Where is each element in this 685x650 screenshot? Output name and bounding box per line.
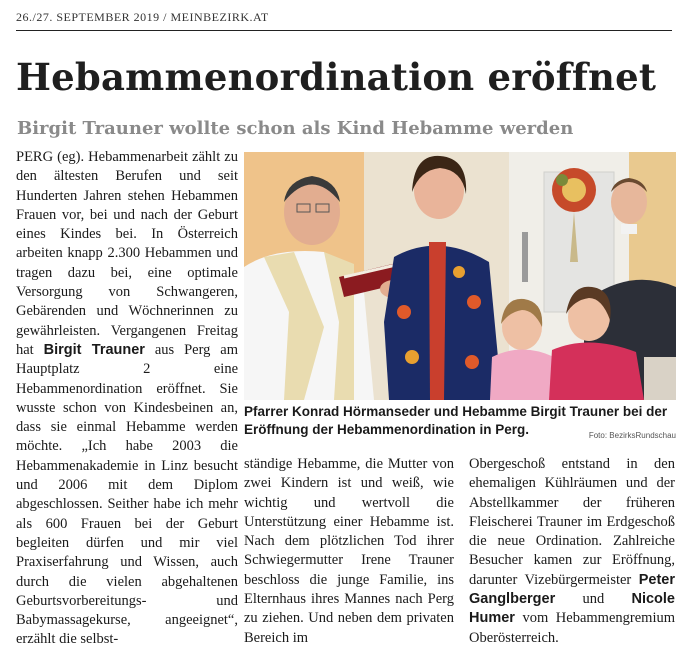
col1-text-b: aus Perg am Hauptplatz 2 eine Hebammenordination eröffnet. Sie wusste schon von Kindesbeinen an, dass sie einmal Hebamme werden möchte. „Ich habe 2003 die Hebammenakademie in Linz besucht und 2006 mit dem Diplom abgeschlossen. Seither habe ich mehr als 600 Frauen bei der Geburt begleiten dürfen und mir viel Praxiserfahrung und Wissen, auch durch die vielen abgehaltenen Geburtsvorbereitungs- und Babymassagekurse, angeeignet“, erzählt die selbst- (16, 341, 238, 648)
photo-caption (244, 403, 676, 445)
name-peter-ganglberger: Peter Ganglberger (469, 571, 675, 608)
article-column-3 (469, 455, 675, 648)
header-divider (16, 30, 672, 31)
headline: Hebammenordination eröffnet (16, 55, 657, 99)
col1-text-a: PERG (eg). Hebammenarbeit zählt zu den ältesten Berufen und seit Hunderten Jahren stehen Hebammen Frauen vor, bei und nach der Geburt eines Kindes bei. In Österreich arbeiten knapp 2.300 Hebammen und tragen dazu bei, eine optimale Versorgung von Schwangeren, Gebärenden und Wöchnerinnen zu gewährleisten. Vergangenen Freitag hat (16, 149, 238, 358)
col3-text-a: Obergeschoß entstand in den ehemaligen Kühlräumen und der Abstellkammer der früheren Fleischerei Trauner im Erdgeschoß die neue Ordination. Zahlreiche Besucher kamen zur Eröffnung, darunter Vizebürgermeister (469, 456, 675, 588)
dateline: 26./27. SEPTEMBER 2019 / MEINBEZIRK.AT (16, 10, 269, 24)
col3-text-b: und (555, 591, 632, 608)
article-photo (244, 152, 676, 400)
name-nicole-humer: Nicole Humer (469, 591, 675, 627)
article-column-2: ständige Hebamme, die Mutter von zwei Kindern ist und weiß, wie wichtig und wertvoll die Unterstützung einer Hebamme ist. Nach dem plötzlichen Tod ihrer Schwiegermutter Irene Trauner beschloss die junge Familie, ins Elternhaus ihres Mannes nach Perg zu ziehen. Und neben dem privaten Bereich im (244, 456, 454, 646)
photo-illustration (244, 152, 676, 400)
photo-credit: Foto: BezirksRundschau (588, 431, 676, 440)
name-birgit-trauner: Birgit Trauner (43, 341, 145, 358)
col3-text-c: vom Hebammengremium Oberösterreich. (469, 610, 675, 646)
subheadline: Birgit Trauner wollte schon als Kind Hebamme werden (17, 118, 574, 139)
article-column-1 (16, 148, 238, 650)
caption-text: Pfarrer Konrad Hörmanseder und Hebamme Birgit Trauner bei der Eröffnung der Hebammenordination in Perg. (244, 404, 668, 437)
